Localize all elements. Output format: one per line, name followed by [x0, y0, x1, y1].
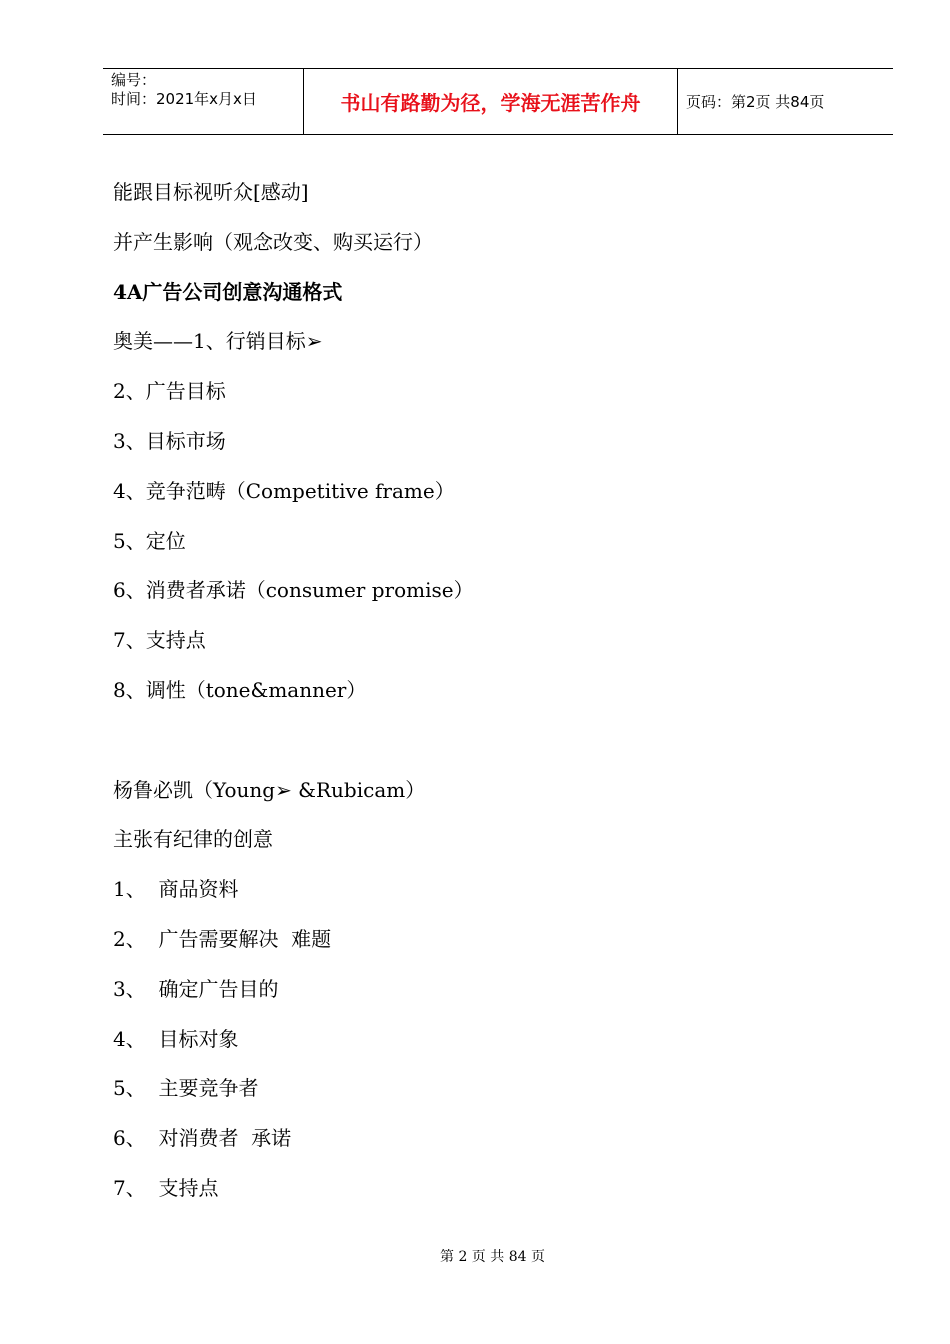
body-line: 7、支持点 [113, 628, 206, 653]
body-line: 4、 目标对象 [113, 1026, 239, 1051]
page-footer: 第 2 页 共 84 页 [440, 1249, 545, 1265]
body-line: 5、 主要竞争者 [113, 1076, 259, 1101]
body-line: 3、 确定广告目的 [113, 976, 279, 1001]
serial-label: 编号： [111, 71, 157, 89]
body-line: 8、调性（tone&manner） [113, 677, 367, 702]
body-line: 主张有纪律的创意 [113, 827, 273, 852]
body-line: 6、消费者承诺（consumer promise） [113, 578, 474, 603]
body-line: 杨鲁必凯（Young➢ &Rubicam） [113, 777, 426, 802]
time-label: 时间：2021年x月x日 [111, 90, 257, 108]
header-meta [103, 69, 304, 134]
document-body [113, 168, 873, 1214]
body-line: 5、定位 [113, 528, 186, 553]
body-line: 6、 对消费者 承诺 [113, 1126, 292, 1151]
body-line: 1、 商品资料 [113, 877, 239, 902]
body-line: 4、竞争范畴（Competitive frame） [113, 478, 455, 503]
header-motto: 书山有路勤为径，学海无涯苦作舟 [304, 69, 678, 134]
body-line: 2、广告目标 [113, 379, 226, 404]
body-line: 7、 支持点 [113, 1175, 219, 1200]
body-line: 并产生影响（观念改变、购买运行） [113, 229, 433, 254]
header-page-info: 页码：第2页 共84页 [686, 93, 825, 111]
body-line: 3、目标市场 [113, 428, 226, 453]
body-line [113, 716, 873, 766]
body-line: 2、 广告需要解决 难题 [113, 926, 332, 951]
body-line: 奥美——1、行销目标➢ [113, 329, 323, 354]
page-header [103, 68, 893, 135]
body-line: 能跟目标视听众[感动] [113, 180, 309, 204]
section-heading: 4A广告公司创意沟通格式 [113, 279, 343, 304]
